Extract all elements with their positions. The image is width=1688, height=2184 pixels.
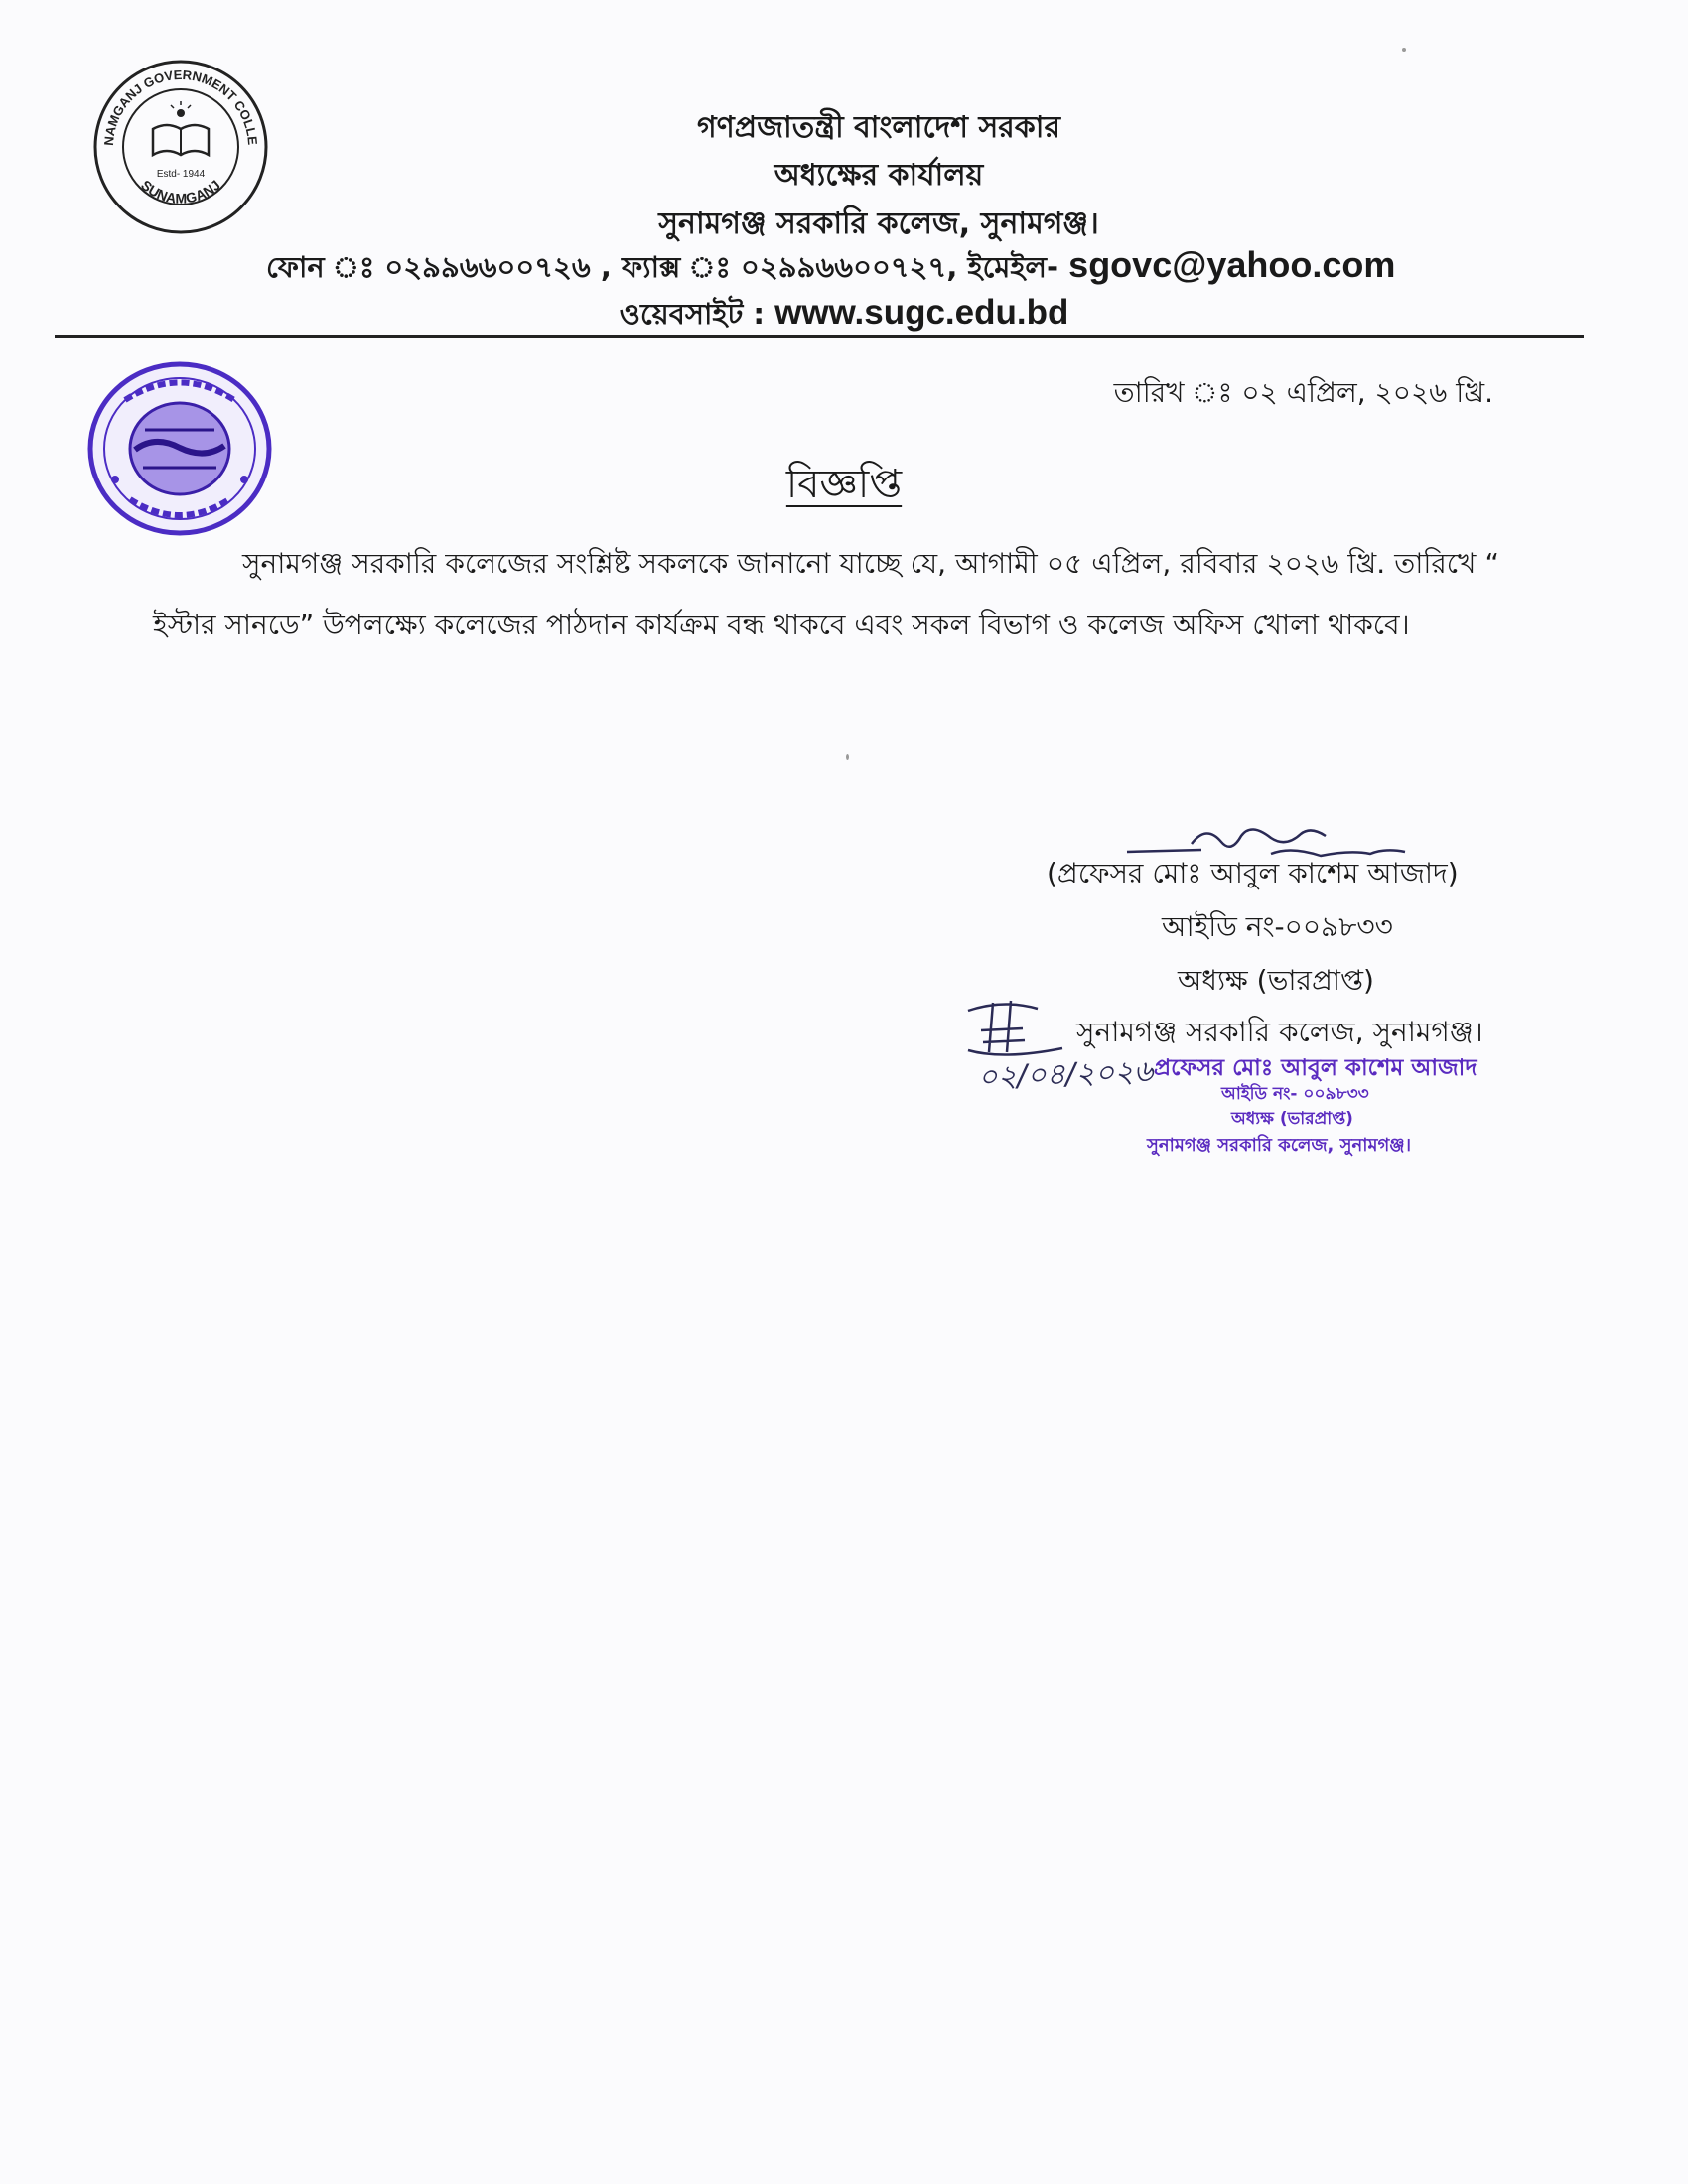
signatory-id: আইডি নং-০০৯৮৩৩ [1162,910,1393,943]
signatory-college: সুনামগঞ্জ সরকারি কলেজ, সুনামগঞ্জ। [1076,1016,1483,1048]
paper-speck [846,754,849,760]
logo-ring-text: NAMGANJ GOVERNMENT COLLE [100,67,261,147]
paper-speck [1402,48,1406,52]
header-website [0,292,1688,341]
notice-body: সুনামগঞ্জ সরকারি কলেজের সংশ্লিষ্ট সকলকে জানানো যাচ্ছে যে, আগামী ০৫ এপ্রিল, রবিবার ২০২৬ খ্রি. তারিখে “ ইস্টার সানডে” উপলক্ষ্যে কলেজের পাঠদান কার্যক্রম বন্ধ থাকবে এবং সকল বিভাগ ও কলেজ অফিস খোলা থাকবে। [153,547,1499,641]
stamp-name: প্রফেসর মোঃ আবুল কাশেম আজাদ [1154,1055,1477,1081]
header-govt: গণপ্রজাতন্ত্রী বাংলাদেশ সরকার [697,110,1060,145]
notice-title-text: বিজ্ঞপ্তি [785,462,903,507]
contact-phone-fax: ফোন ঃ ০২৯৯৬৬০০৭২৬ , ফ্যাক্স ঃ ০২৯৯৬৬০০৭২৭, ইমেইল- [266,250,1059,284]
signatory-name: (প্রফেসর মোঃ আবুল কাশেম আজাদ) [1047,857,1459,889]
stamp-id: আইডি নং- ০০৯৮৩৩ [1221,1084,1369,1104]
header-office: অধ্যক্ষের কার্যালয় [774,158,984,193]
website-url: www.sugc.edu.bd [774,293,1069,332]
header-divider [55,335,1584,338]
handwritten-date: ০২/০৪/২০২৬ [977,1053,1154,1096]
notice-date: তারিখ ঃ ০২ এপ্রিল, ২০২৬ খ্রি. [1113,376,1493,409]
stamp-designation: অধ্যক্ষ (ভারপ্রাপ্ত) [1231,1109,1353,1129]
stamp-college: সুনামগঞ্জ সরকারি কলেজ, সুনামগঞ্জ। [1147,1135,1412,1156]
logo-bottom-text: SUNAMGANJ [138,176,223,206]
website-label: ওয়েবসাইট : [619,297,766,331]
logo-estd: Estd- 1944 [156,169,206,180]
header-college: সুনামগঞ্জ সরকারি কলেজ, সুনামগঞ্জ। [658,206,1099,241]
notice-title [0,453,1688,519]
header-contact [266,244,1395,294]
contact-email: sgovc@yahoo.com [1068,244,1396,285]
signatory-designation: অধ্যক্ষ (ভারপ্রাপ্ত) [1178,964,1374,997]
